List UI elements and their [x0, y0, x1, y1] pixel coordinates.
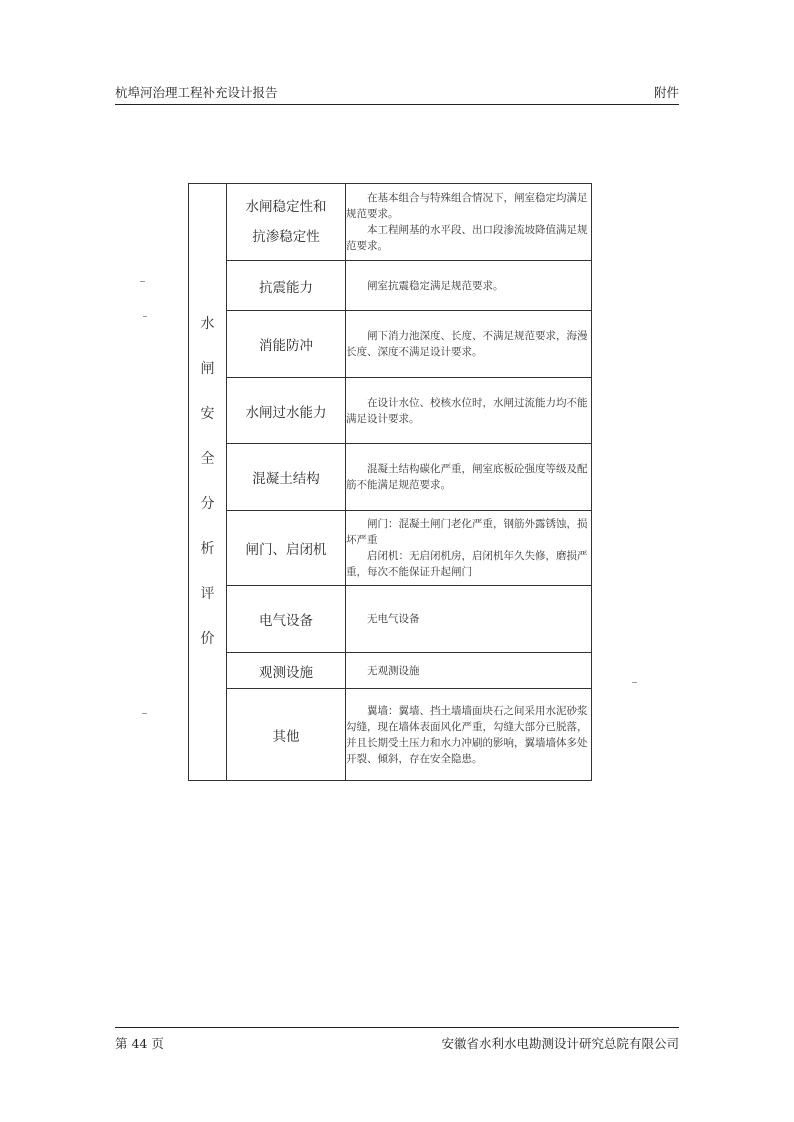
desc-text: 闸门：混凝土闸门老化严重，钢筋外露锈蚀，损坏严重 — [346, 518, 588, 546]
table-row — [189, 378, 592, 444]
desc-cell — [346, 311, 592, 378]
desc-text: 在基本组合与特殊组合情况下，闸室稳定均满足规范要求。 — [346, 192, 588, 220]
desc-cell — [346, 653, 592, 689]
desc-cell — [346, 586, 592, 653]
desc-cell — [346, 184, 592, 261]
organization-name: 安徽省水利水电勘测设计研究总院有限公司 — [441, 1036, 679, 1051]
item-cell: 观测设施 — [227, 653, 346, 689]
item-cell: 水闸过水能力 — [227, 378, 346, 444]
desc-text: 本工程闸基的水平段、出口段渗流坡降值满足规范要求。 — [346, 224, 588, 252]
desc-cell — [346, 689, 592, 781]
group-char: 全 — [200, 451, 215, 467]
item-cell: 消能防冲 — [227, 311, 346, 378]
table-row — [189, 261, 592, 311]
item-label: 水闸稳定性和 — [245, 199, 327, 215]
scan-speck — [142, 713, 147, 714]
item-cell: 其他 — [227, 689, 346, 781]
desc-cell — [346, 511, 592, 586]
scan-speck — [632, 682, 637, 683]
table-row — [189, 311, 592, 378]
desc-cell — [346, 261, 592, 311]
scan-speck — [143, 316, 147, 317]
desc-text: 无观测设施 — [367, 664, 420, 677]
table-row — [189, 586, 592, 653]
group-char: 水 — [200, 316, 215, 332]
group-char: 闸 — [200, 361, 215, 377]
desc-text: 闸室抗震稳定满足规范要求。 — [367, 279, 504, 292]
item-cell: 电气设备 — [227, 586, 346, 653]
desc-cell — [346, 444, 592, 511]
group-char: 分 — [200, 496, 215, 512]
desc-text: 在设计水位、校核水位时，水闸过流能力均不能满足设计要求。 — [346, 396, 588, 425]
item-cell: 闸门、启闭机 — [227, 511, 346, 586]
table-row — [189, 444, 592, 511]
group-char: 析 — [200, 541, 215, 557]
group-char: 安 — [200, 406, 215, 422]
item-cell — [227, 184, 346, 261]
sluice-safety-evaluation-table — [188, 183, 592, 781]
table-row — [189, 689, 592, 781]
group-char: 价 — [200, 631, 215, 647]
group-label-cell — [189, 184, 227, 781]
table-row — [189, 184, 592, 261]
desc-text: 混凝土结构碳化严重，闸室底板砼强度等级及配筋不能满足规范要求。 — [346, 463, 588, 491]
report-title: 杭埠河治理工程补充设计报告 — [115, 85, 278, 100]
desc-cell — [346, 378, 592, 444]
section-label: 附件 — [653, 85, 679, 100]
item-cell: 抗震能力 — [227, 261, 346, 311]
group-char: 评 — [200, 586, 215, 602]
page-footer — [115, 1027, 679, 1056]
page-number: 第 44 页 — [115, 1036, 164, 1051]
item-cell: 混凝土结构 — [227, 444, 346, 511]
desc-text: 启闭机：无启闭机房，启闭机年久失修，磨损严重，每次不能保证升起闸门 — [346, 550, 588, 578]
table-row — [189, 653, 592, 689]
desc-text: 闸下消力池深度、长度、不满足规范要求，海漫长度、深度不满足设计要求。 — [346, 330, 588, 358]
item-label: 抗渗稳定性 — [252, 229, 320, 245]
scan-speck — [140, 281, 145, 282]
desc-text: 无电气设备 — [367, 613, 420, 625]
desc-text: 翼墙：翼墙、挡土墙墙面块石之间采用水泥砂浆勾缝，现在墙体表面风化严重，勾缝大部分已脱落，并且长期受土压力和水力冲刷的影响，翼墙墙体多处开裂、倾斜，存在安全隐患。 — [346, 704, 588, 765]
page-header — [115, 80, 679, 105]
table-row — [189, 511, 592, 586]
